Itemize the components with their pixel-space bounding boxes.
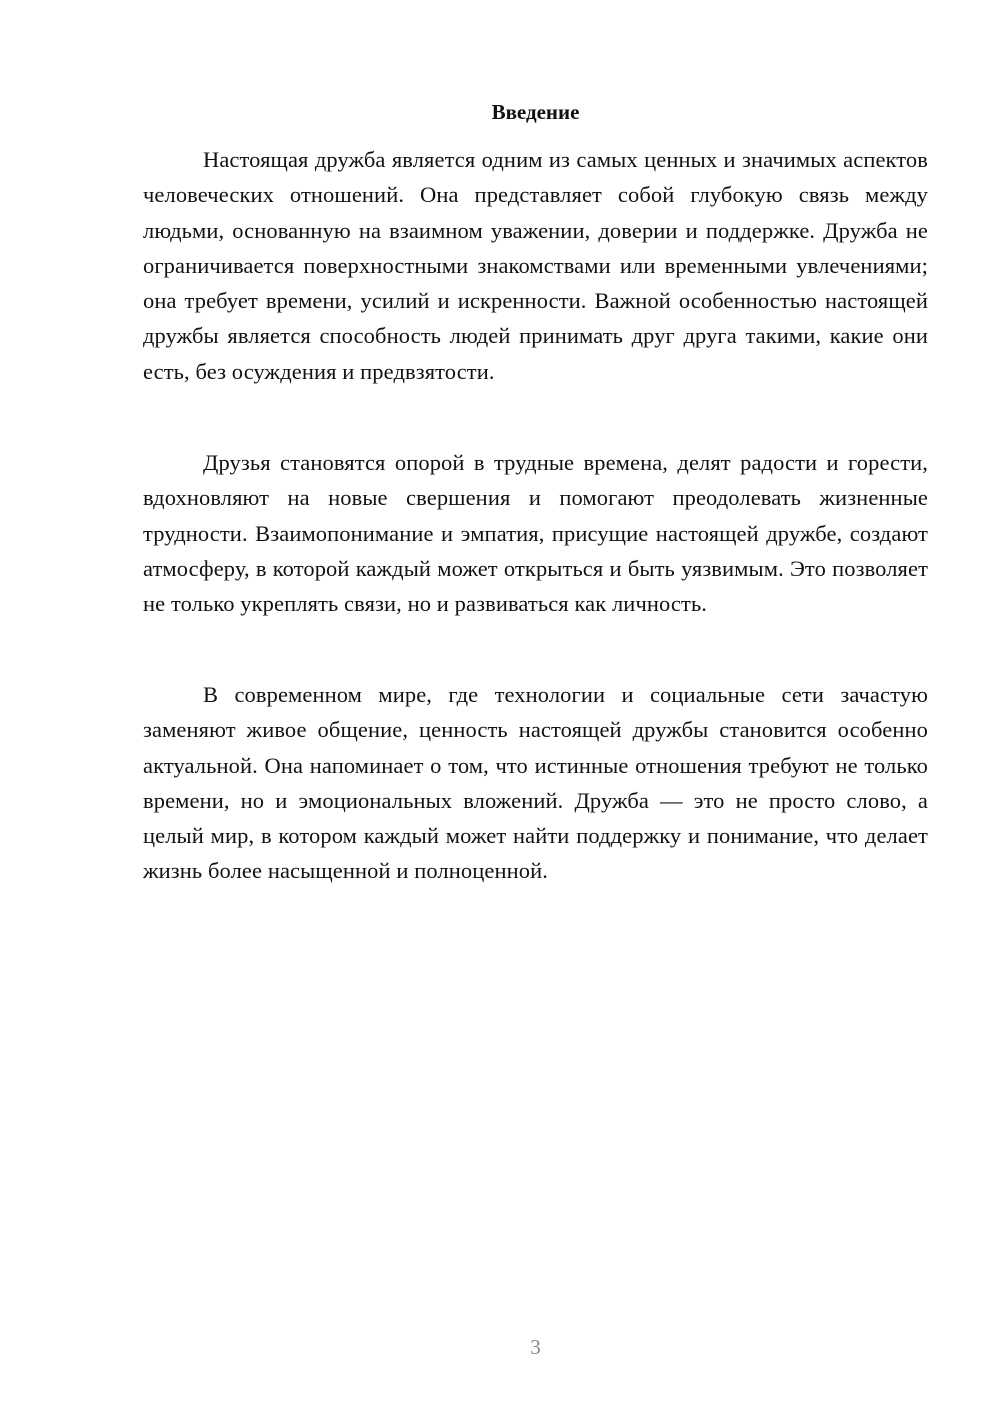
paragraph-1: Настоящая дружба является одним из самых ценных и значимых аспектов человеческих отношений. Она представляет собой глубокую связь между людьми, основанную на взаимном уважении, доверии и поддержке. Дружба не ограничивается поверхностными знакомствами или временными увлечениями; она требует времени, усилий и искренности. Важной особенностью настоящей дружбы является способность людей принимать друг друга такими, какие они есть, без осуждения и предвзятости. <box>143 147 928 384</box>
paragraph-3: В современном мире, где технологии и социальные сети зачастую заменяют живое общение, ценность настоящей дружбы становится особенно актуальной. Она напоминает о том, что истинные отношения требуют не только времени, но и эмоциональных вложений. Дружба — это не просто слово, а целый мир, в котором каждый может найти поддержку и понимание, что делает жизнь более насыщенной и полноценной. <box>143 682 928 884</box>
page-number: 3 <box>530 1335 541 1359</box>
section-title: Введение <box>491 100 580 124</box>
paragraph-2: Друзья становятся опорой в трудные времена, делят радости и горести, вдохновляют на новые свершения и помогают преодолевать жизненные трудности. Взаимопонимание и эмпатия, присущие настоящей дружбе, создают атмосферу, в которой каждый может открыться и быть уязвимым. Это позволяет не только укреплять связи, но и развиваться как личность. <box>143 450 928 617</box>
